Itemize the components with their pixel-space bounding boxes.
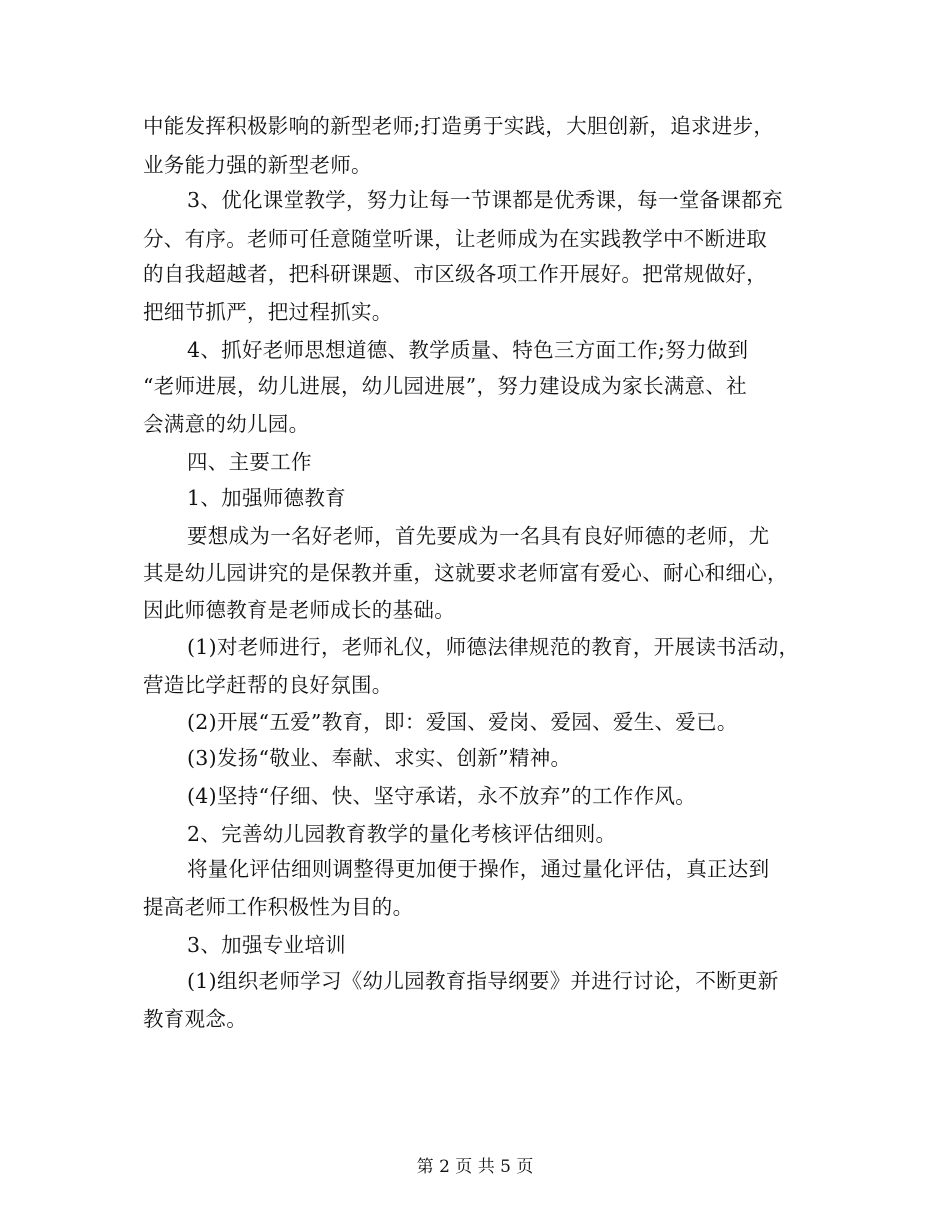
text-line: 提高老师工作积极性为目的。: [143, 895, 414, 919]
text-line: 把细节抓严，把过程抓实。: [143, 300, 393, 324]
paragraph-3-heading: 3、优化课堂教学，努力让每一节课都是优秀课，每一堂备课都充: [187, 188, 783, 212]
text-line: 要想成为一名好老师，首先要成为一名具有良好师德的老师，尤: [187, 524, 770, 548]
list-item-3: (3)发扬“敬业、奉献、求实、创新”精神。: [187, 746, 572, 770]
text-line: 将量化评估细则调整得更加便于操作，通过量化评估，真正达到: [187, 857, 770, 881]
subsection-heading-assessment: 2、完善幼儿园教育教学的量化考核评估细则。: [187, 822, 617, 846]
page-number-footer: 第 2 页 共 5 页: [416, 1157, 534, 1177]
list-item-1: (1)对老师进行，老师礼仪，师德法律规范的教育，开展读书活动，: [187, 635, 800, 659]
text-line: 中能发挥积极影响的新型老师;打造勇于实践，大胆创新，追求进步，: [143, 114, 775, 138]
section-heading-main-work: 四、主要工作: [187, 450, 312, 474]
text-line: 因此师德教育是老师成长的基础。: [143, 598, 455, 622]
text-line: “老师进展，幼儿进展，幼儿园进展”，努力建设成为家长满意、社: [143, 374, 747, 398]
text-line: 营造比学赶帮的良好氛围。: [143, 673, 393, 697]
text-line: 的自我超越者，把科研课题、市区级各项工作开展好。把常规做好，: [143, 262, 767, 286]
text-line: 业务能力强的新型老师。: [143, 153, 372, 177]
list-item-training-1: (1)组织老师学习《幼儿园教育指导纲要》并进行讨论，不断更新: [187, 969, 779, 993]
list-item-2: (2)开展“五爱”教育，即：爱国、爱岗、爱园、爱生、爱已。: [187, 710, 738, 734]
text-line: 会满意的幼儿园。: [143, 412, 310, 436]
text-line: 教育观念。: [143, 1007, 247, 1031]
text-line: 分、有序。老师可任意随堂听课，让老师成为在实践教学中不断进取: [143, 227, 767, 251]
list-item-4: (4)坚持“仔细、快、坚守承诺，永不放弃”的工作作风。: [187, 784, 697, 808]
paragraph-4-heading: 4、抓好老师思想道德、教学质量、特色三方面工作;努力做到: [187, 338, 749, 362]
subsection-heading-ethics: 1、加强师德教育: [187, 486, 346, 510]
subsection-heading-training: 3、加强专业培训: [187, 933, 346, 957]
text-line: 其是幼儿园讲究的是保教并重，这就要求老师富有爱心、耐心和细心，: [143, 561, 788, 585]
